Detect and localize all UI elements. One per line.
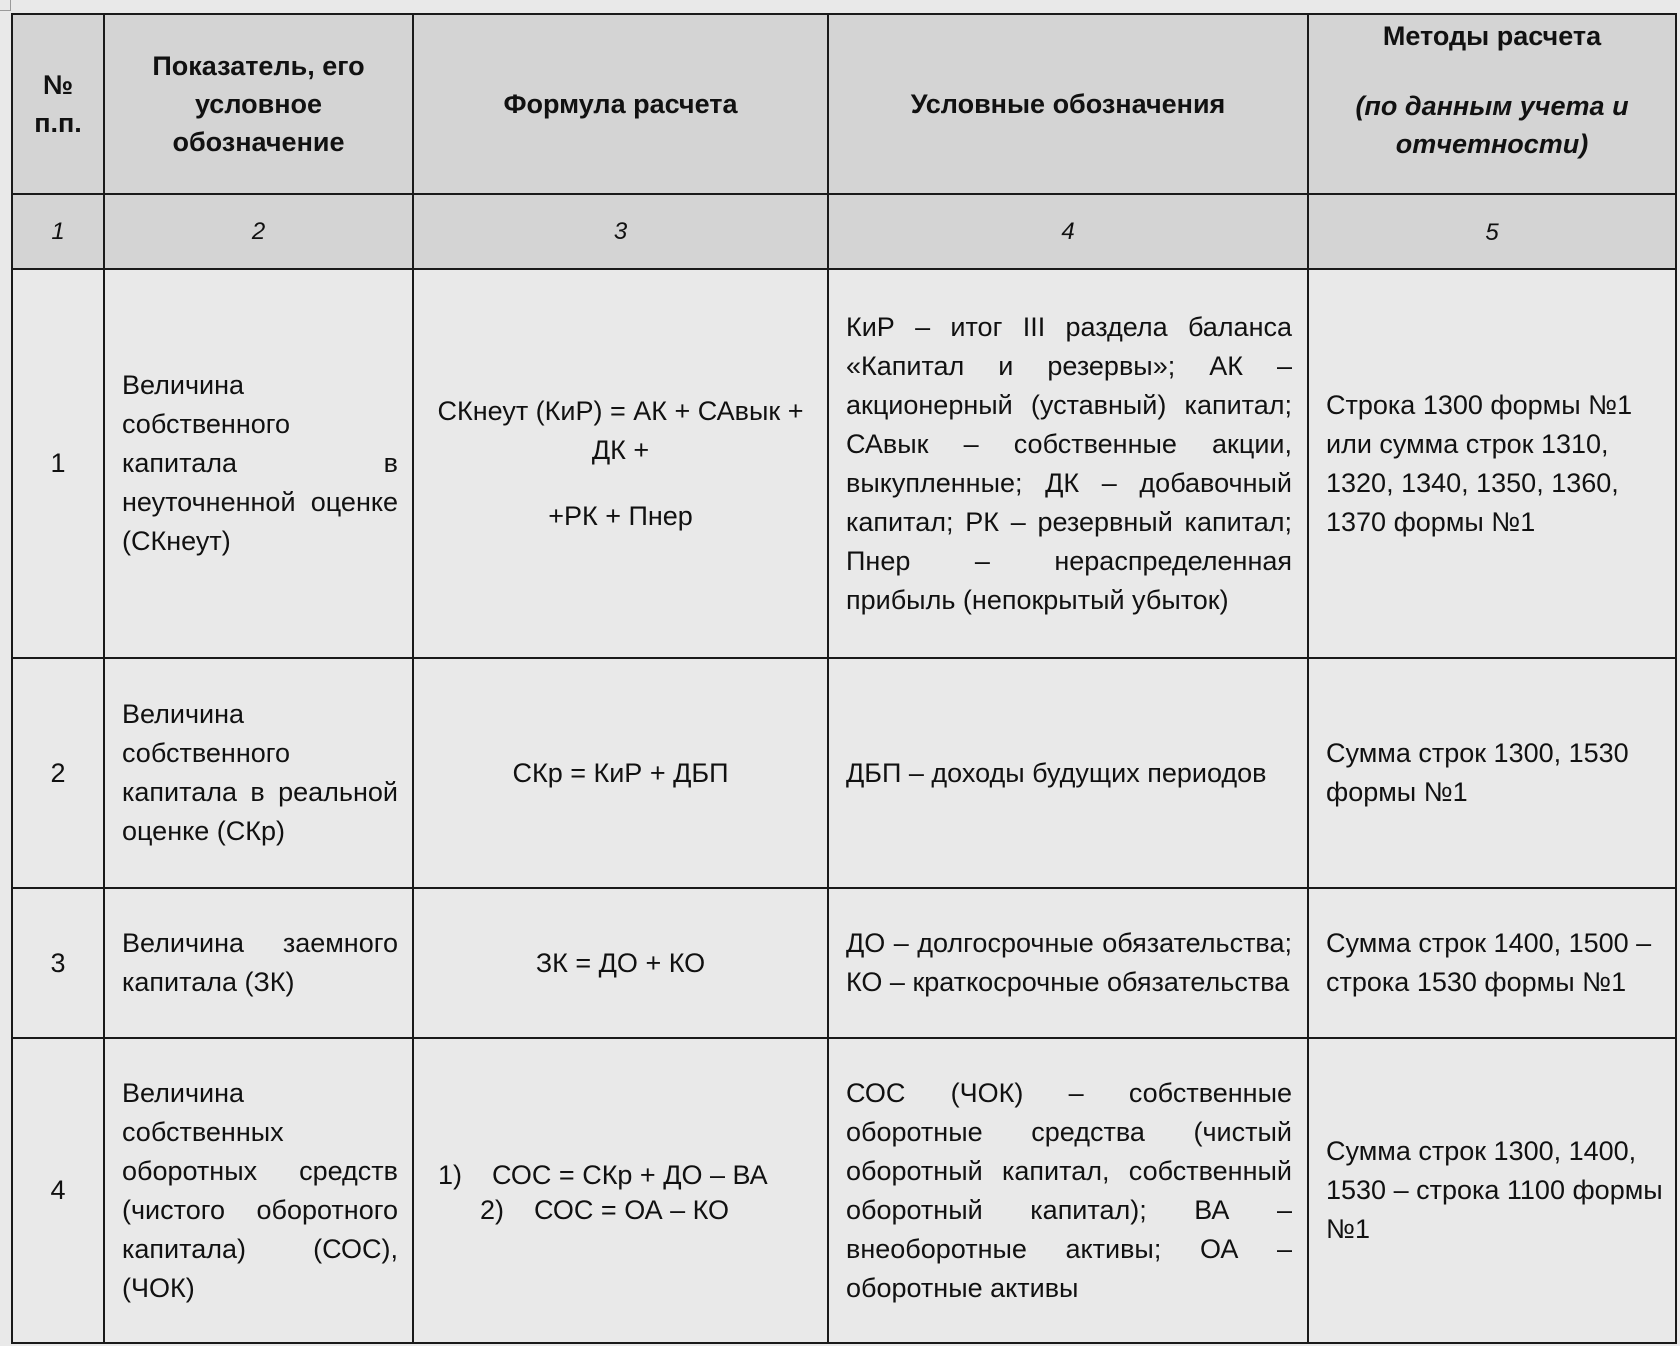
header-number — [12, 14, 104, 194]
column-number-cell: 5 — [1308, 194, 1676, 269]
header-methods — [1308, 14, 1676, 194]
row-number: 2 — [12, 658, 104, 888]
column-number-cell: 1 — [12, 194, 104, 269]
indicator-cell: Величина заемного капитала (ЗК) — [104, 888, 413, 1038]
header-methods-gap — [1309, 55, 1675, 87]
formula-cell — [413, 658, 828, 888]
column-number-cell: 4 — [828, 194, 1308, 269]
formula-cell — [413, 1038, 828, 1343]
table-row — [12, 269, 1676, 658]
header-row — [12, 14, 1676, 194]
row-number: 4 — [12, 1038, 104, 1343]
header-notation-label: Условные обозначения — [910, 89, 1226, 119]
formula-line: СКр = КиР + ДБП — [512, 757, 729, 788]
notation-cell: СОС (ЧОК) – собственные оборотные средства (чистый оборотный капитал, собственный оборотный капитал); ВА – внеоборотные активы; ОА – оборотные активы — [828, 1038, 1308, 1343]
row-number: 3 — [12, 888, 104, 1038]
formula-cell — [413, 888, 828, 1038]
indicator-cell: Величина собственного капитала в реальной оценке (СКр) — [104, 658, 413, 888]
formula-cell — [413, 269, 828, 658]
row-number: 1 — [12, 269, 104, 658]
indicator-cell: Величина собственного капитала в неуточненной оценке (СКнеут) — [104, 269, 413, 658]
header-methods-title: Методы расчета — [1382, 21, 1602, 51]
column-number-row — [12, 194, 1676, 269]
table-row — [12, 658, 1676, 888]
method-cell: Сумма строк 1300, 1530 формы №1 — [1308, 658, 1676, 888]
notation-cell: КиР – итог III раздела баланса «Капитал и резервы»; АК – акционерный (уставный) капитал; САвык – собственные акции, выкупленные; ДК – добавочный капитал; РК – резервный капитал; Пнер – нераспределенная прибыль (непокрытый убыток) — [828, 269, 1308, 658]
header-notation — [828, 14, 1308, 194]
formula-line: СКнеут (КиР) = АК + САвык + ДК + — [437, 395, 804, 465]
table-row — [12, 1038, 1676, 1343]
formula-line: 1) СОС = СКр + ДО – ВА — [438, 1160, 768, 1190]
header-methods-subtitle: (по данным учета и отчетности) — [1355, 91, 1629, 159]
indicator-cell: Величина собственных оборотных средств (чистого оборотного капитала) (СОС), (ЧОК) — [104, 1038, 413, 1343]
page-corner-mark — [0, 0, 11, 11]
method-cell: Сумма строк 1400, 1500 – строка 1530 формы №1 — [1308, 888, 1676, 1038]
method-cell: Строка 1300 формы №1 или сумма строк 1310, 1320, 1340, 1350, 1360, 1370 формы №1 — [1308, 269, 1676, 658]
formula-line: +РК + Пнер — [548, 500, 693, 531]
calculation-methods-table — [11, 13, 1677, 1344]
header-indicator — [104, 14, 413, 194]
table-row — [12, 888, 1676, 1038]
notation-cell: ДБП – доходы будущих периодов — [828, 658, 1308, 888]
header-formula-label: Формула расчета — [503, 89, 738, 119]
notation-cell: ДО – долгосрочные обязательства; КО – краткосрочные обязательства — [828, 888, 1308, 1038]
header-formula — [413, 14, 828, 194]
header-indicator-label: Показатель, его условное обозначение — [152, 51, 365, 157]
column-number-cell: 3 — [413, 194, 828, 269]
formula-line: ЗК = ДО + КО — [535, 947, 706, 978]
formula-line: 2) СОС = ОА – КО — [480, 1195, 730, 1225]
column-number-cell: 2 — [104, 194, 413, 269]
method-cell: Сумма строк 1300, 1400, 1530 – строка 1100 формы №1 — [1308, 1038, 1676, 1343]
header-number-label: № п.п. — [34, 70, 82, 138]
